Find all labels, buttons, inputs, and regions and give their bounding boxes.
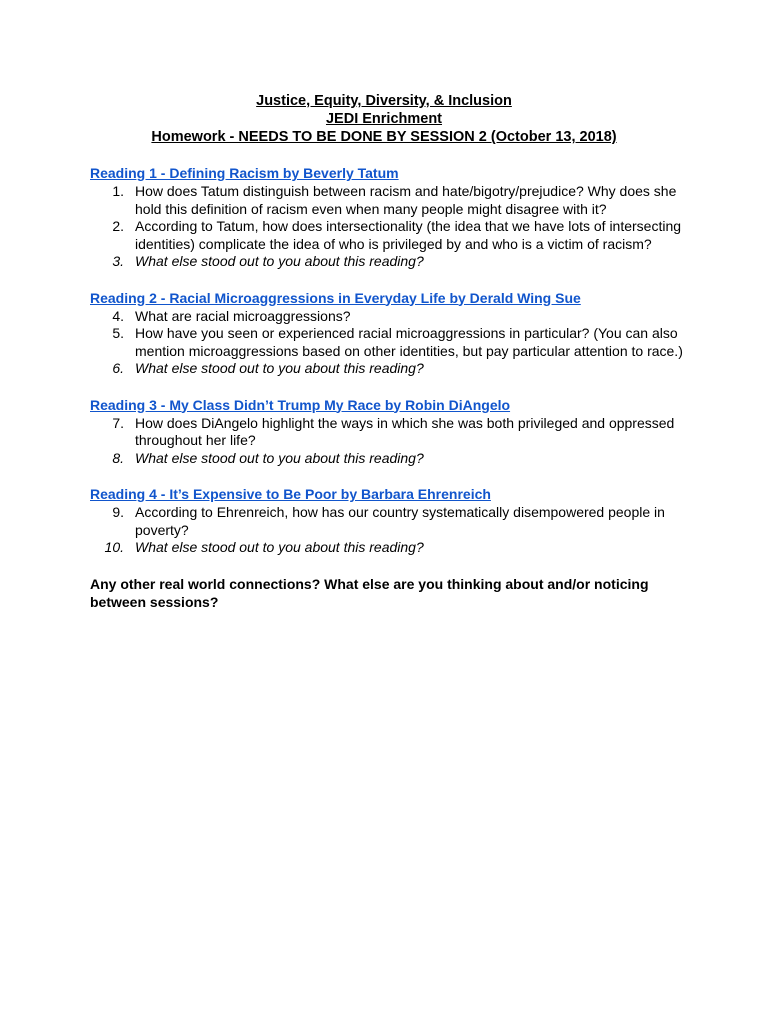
reading-4-link[interactable]: Reading 4 - It’s Expensive to Be Poor by Barbara Ehrenreich [90,486,491,502]
header-subtitle: JEDI Enrichment [325,111,443,127]
header-title: Justice, Equity, Diversity, & Inclusion [256,93,512,109]
closing-prompt: Any other real world connections? What else are you thinking about and/or noticing between sessions? [90,575,649,610]
question-text: What else stood out to you about this reading? [135,360,424,376]
question-item [90,308,685,326]
question-list [90,415,690,468]
question-number: 5. [112,325,124,341]
reading-3-link[interactable]: Reading 3 - My Class Didn’t Trump My Race by Robin DiAngelo [90,396,511,413]
question-item [90,183,685,218]
document-header [78,92,690,146]
question-item [90,539,685,557]
reading-1-link[interactable]: Reading 1 - Defining Racism by Beverly Tatum [90,165,399,181]
question-text: What else stood out to you about this reading? [135,253,424,269]
question-item [90,253,685,271]
question-number: 2. [112,218,124,234]
question-text: How does Tatum distinguish between racism and hate/bigotry/prejudice? Why does she hold this definition of racism even when many people might disagree with it? [135,183,677,217]
question-number: 7. [112,414,124,431]
question-text: How does DiAngelo highlight the ways in which she was both privileged and oppressed throughout her life? [135,414,675,448]
question-number: 3. [112,253,124,269]
question-number: 9. [112,504,124,520]
reading-section-3 [90,396,690,468]
reading-section-4 [90,485,690,557]
question-item [90,360,685,378]
question-item [90,415,685,450]
question-list [90,504,690,557]
document-page [90,92,690,611]
question-number: 6. [112,360,124,376]
reading-section-1 [90,164,690,271]
question-text: How have you seen or experienced racial microaggressions in particular? (You can also mention microaggressions based on other identities, but pay particular attention to race.) [135,325,683,359]
question-number: 8. [112,449,124,466]
question-item [90,218,685,253]
reading-2-link[interactable]: Reading 2 - Racial Microaggressions in Everyday Life by Derald Wing Sue [90,289,581,306]
question-item [90,450,685,468]
question-text: What else stood out to you about this reading? [135,539,424,555]
reading-section-2 [90,289,690,378]
question-list [90,308,690,378]
question-text: What else stood out to you about this reading? [135,449,424,466]
question-item [90,325,685,360]
question-list [90,183,690,271]
question-item [90,504,685,539]
question-number: 4. [112,307,124,324]
question-number: 1. [112,183,124,199]
question-text: What are racial microaggressions? [135,307,351,324]
question-number: 10. [104,539,124,555]
header-homework-due: Homework - NEEDS TO BE DONE BY SESSION 2 (October 13, 2018) [151,129,617,145]
question-text: According to Ehrenreich, how has our country systematically disempowered people in poverty? [135,504,665,538]
question-text: According to Tatum, how does intersectionality (the idea that we have lots of intersecting identities) complicate the idea of who is privileged by and who is a victim of racism? [135,218,682,252]
